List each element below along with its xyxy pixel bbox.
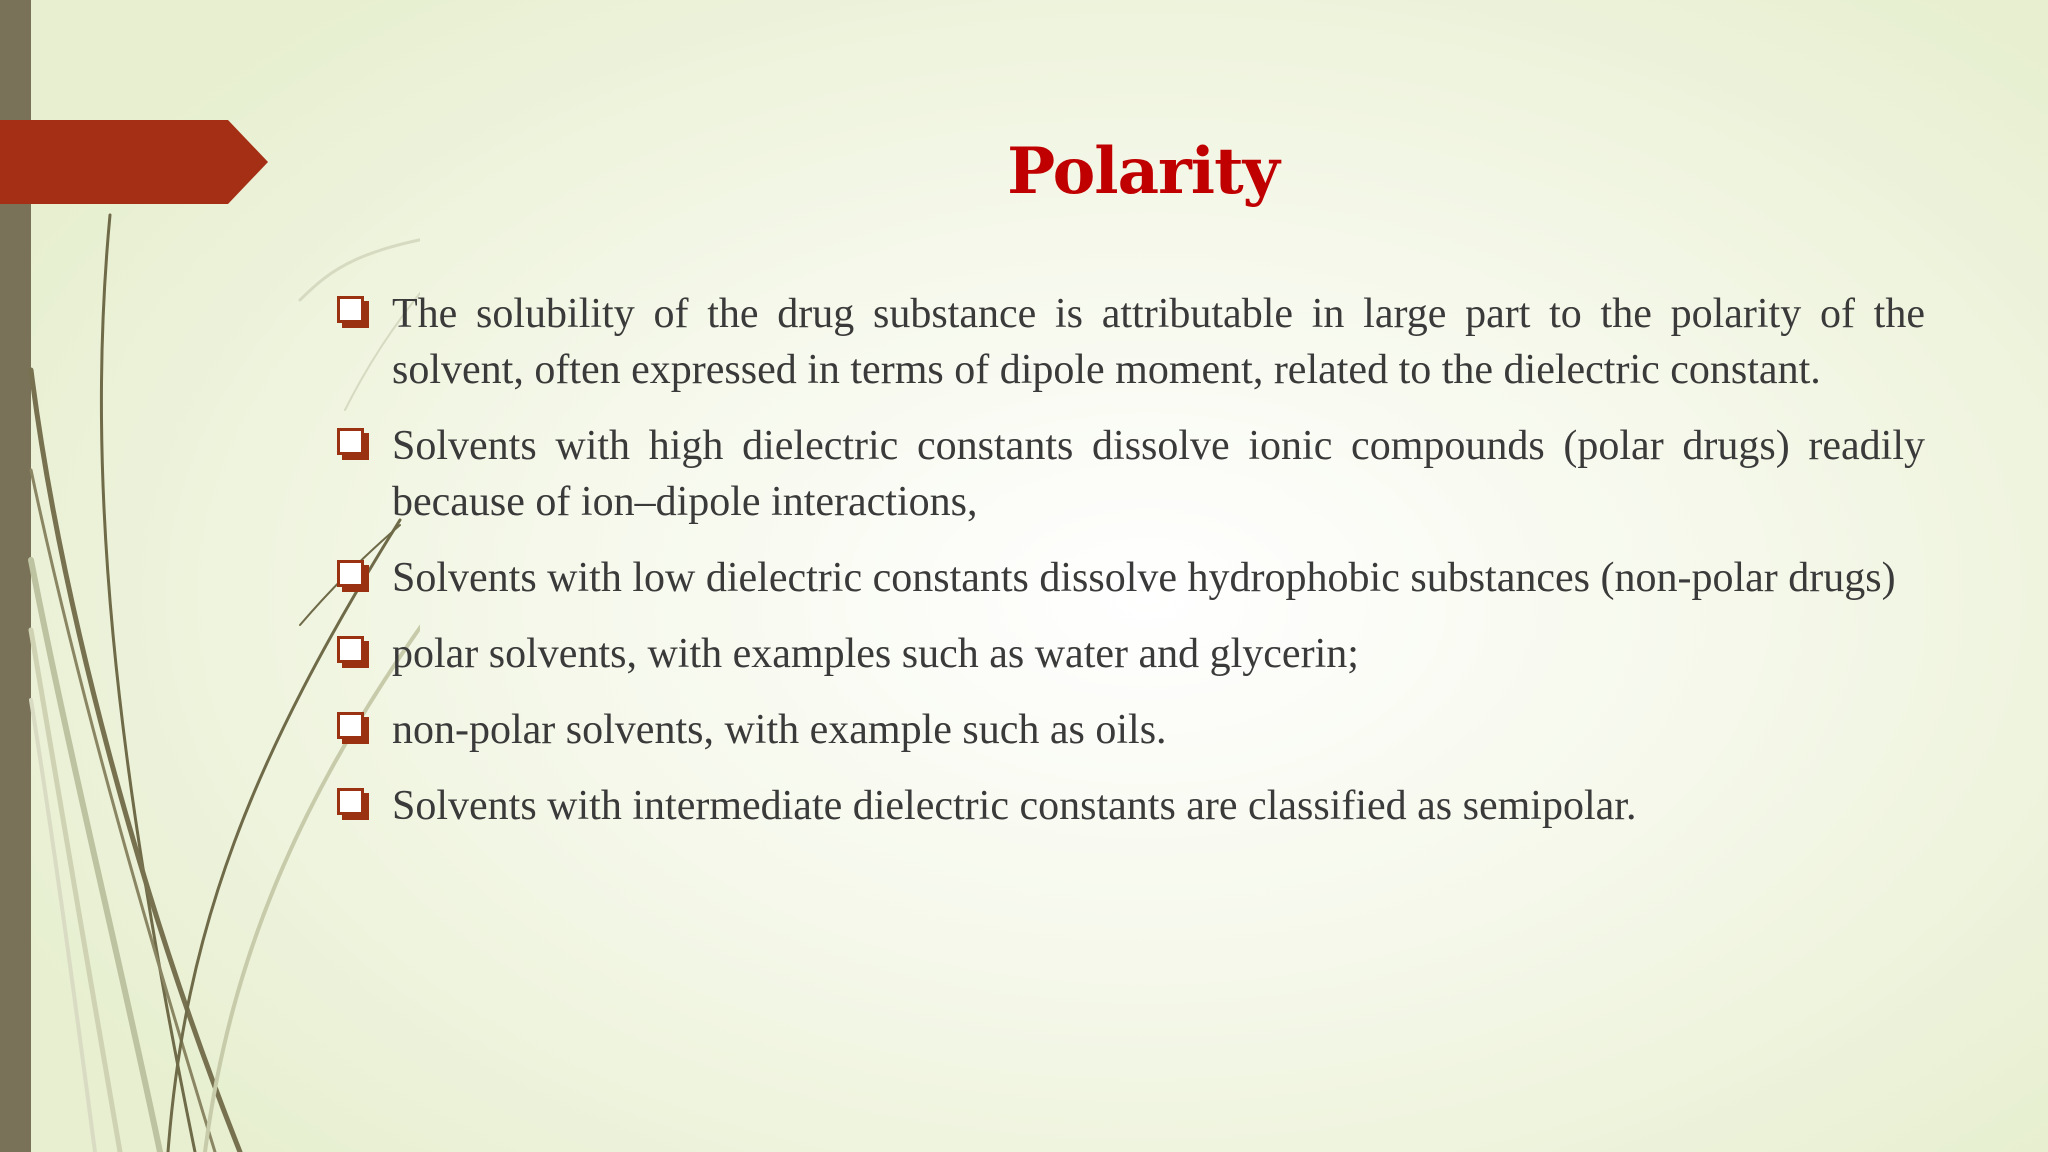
checkbox-bullet-icon <box>337 428 364 455</box>
checkbox-bullet-icon <box>337 636 364 663</box>
slide-title: Polarity <box>1007 134 1279 209</box>
list-item <box>337 702 1925 758</box>
checkbox-bullet-icon <box>337 788 364 815</box>
bullet-text: The solubility of the drug substance is attributable in large part to the polarity of the solvent, often expressed in terms of dipole moment, related to the dielectric constant. <box>392 291 1925 393</box>
bullet-text: Solvents with high dielectric constants dissolve ionic compounds (polar drugs) readily because of ion–dipole interactions, <box>392 423 1925 525</box>
checkbox-bullet-icon <box>337 560 364 587</box>
bullet-list <box>337 286 1925 854</box>
checkbox-bullet-icon <box>337 296 364 323</box>
bullet-text: Solvents with intermediate dielectric constants are classified as semipolar. <box>392 783 1637 829</box>
list-item <box>337 778 1925 834</box>
title-arrow-shape <box>0 120 268 204</box>
bullet-text: non-polar solvents, with example such as oils. <box>392 707 1167 753</box>
list-item <box>337 286 1925 398</box>
list-item <box>337 550 1925 606</box>
list-item <box>337 418 1925 530</box>
list-item <box>337 626 1925 682</box>
bullet-text: polar solvents, with examples such as water and glycerin; <box>392 631 1359 677</box>
checkbox-bullet-icon <box>337 712 364 739</box>
bullet-text: Solvents with low dielectric constants dissolve hydrophobic substances (non-polar drugs) <box>392 555 1896 601</box>
